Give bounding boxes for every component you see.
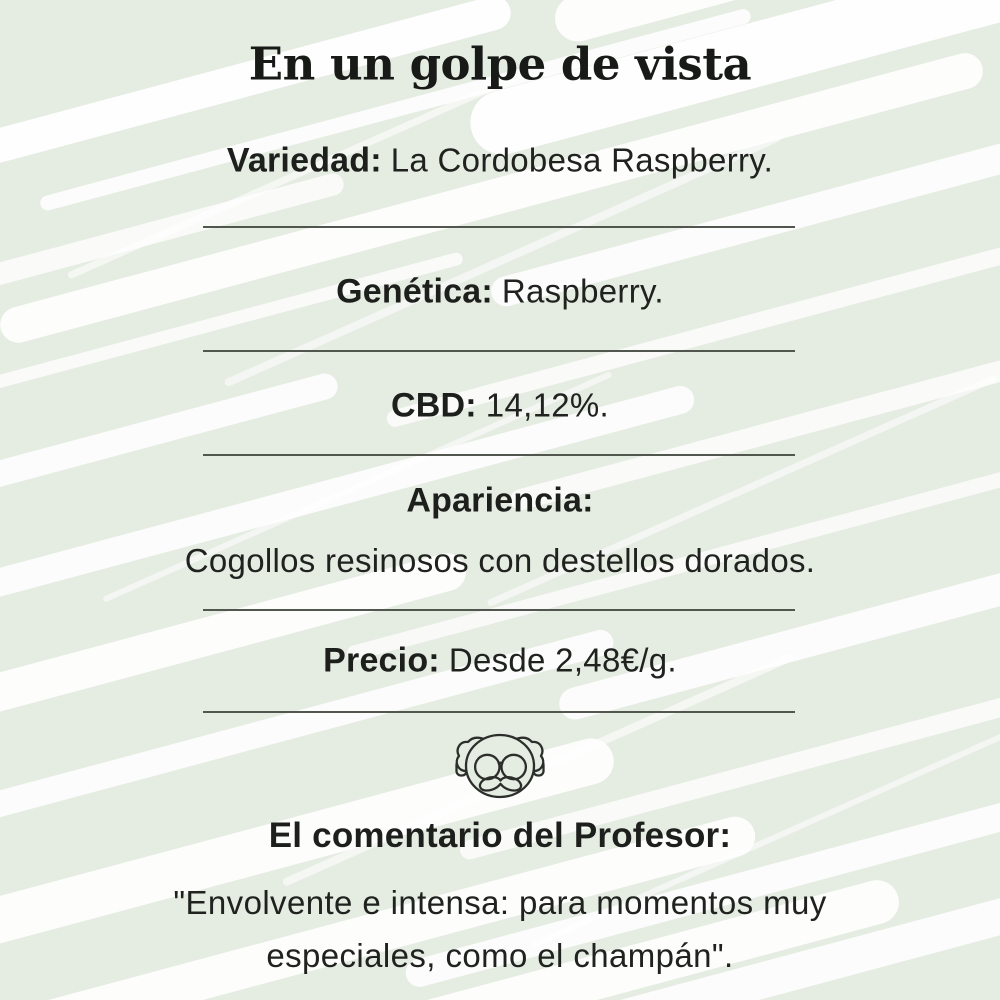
page-title: En un golpe de vista xyxy=(248,37,752,91)
spec-label-cbd: CBD: xyxy=(391,386,477,425)
professor-face-icon xyxy=(450,729,550,815)
comment-quote-line-1: "Envolvente e intensa: para momentos muy xyxy=(173,884,827,921)
spec-row-precio xyxy=(0,642,1000,681)
spec-label-variedad: Variedad: xyxy=(226,141,382,180)
spec-value-cbd: 14,12%. xyxy=(485,386,609,424)
spec-row-genetica xyxy=(0,273,1000,312)
spec-label-genetica: Genética: xyxy=(336,272,493,311)
spec-label-precio: Precio: xyxy=(323,641,440,680)
spec-value-variedad: La Cordobesa Raspberry. xyxy=(390,141,774,179)
comment-quote-line-2: especiales, como el champán". xyxy=(266,937,734,974)
spec-row-apariencia-value xyxy=(0,542,1000,580)
divider-4 xyxy=(203,609,795,611)
spec-value-genetica: Raspberry. xyxy=(501,272,664,310)
spec-value-precio: Desde 2,48€/g. xyxy=(448,641,677,679)
spec-value-apariencia: Cogollos resinosos con destellos dorados. xyxy=(184,542,816,579)
divider-2 xyxy=(203,350,795,352)
spec-row-apariencia-label xyxy=(0,482,1000,521)
divider-1 xyxy=(203,226,795,228)
comment-heading: El comentario del Profesor: xyxy=(268,816,732,855)
spec-row-variedad xyxy=(0,142,1000,181)
spec-label-apariencia: Apariencia: xyxy=(406,481,594,520)
spec-row-cbd xyxy=(0,387,1000,426)
divider-3 xyxy=(203,454,795,456)
divider-5 xyxy=(203,711,795,713)
